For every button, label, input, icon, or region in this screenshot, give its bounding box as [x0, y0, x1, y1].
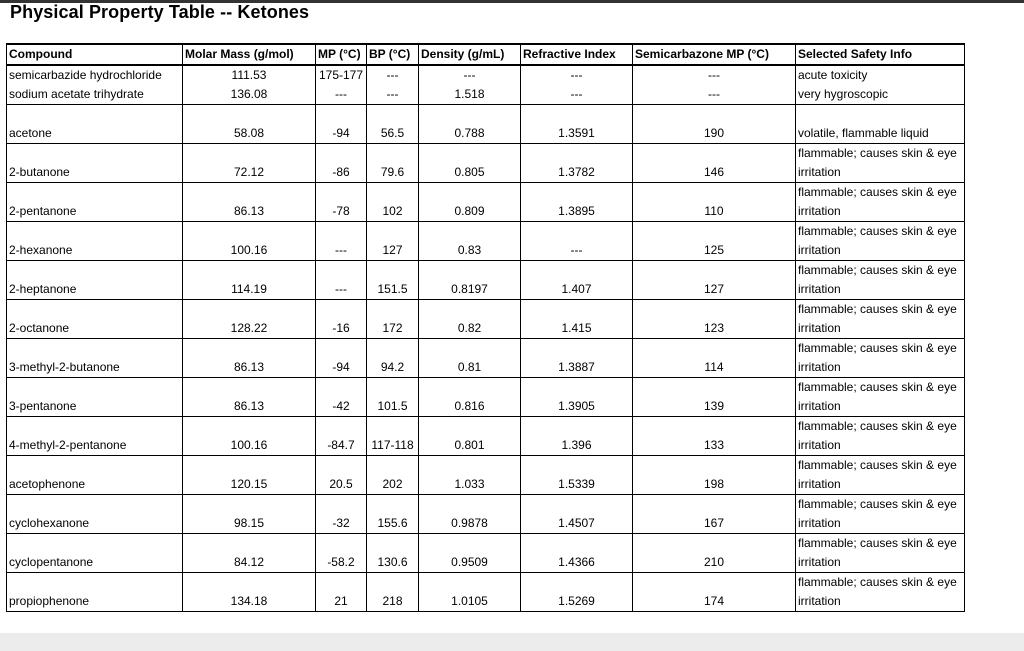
bp-cell: --- [367, 85, 419, 105]
compound-cell: 4-methyl-2-pentanone [7, 417, 183, 456]
compound-cell: acetone [7, 105, 183, 144]
refractive-index-cell: --- [521, 85, 633, 105]
table-row [7, 144, 965, 183]
compound-cell: acetophenone [7, 456, 183, 495]
safety-cell: flammable; causes skin & eye irritation [796, 378, 965, 417]
page-title: Physical Property Table -- Ketones [10, 2, 310, 22]
semicarbazone-mp-cell: 146 [633, 144, 796, 183]
safety-cell: flammable; causes skin & eye irritation [796, 417, 965, 456]
safety-cell: flammable; causes skin & eye irritation [796, 183, 965, 222]
semicarbazone-mp-cell: 123 [633, 300, 796, 339]
compound-cell: sodium acetate trihydrate [7, 85, 183, 105]
molar-mass-cell: 100.16 [183, 222, 316, 261]
refractive-index-cell: 1.5339 [521, 456, 633, 495]
mp-cell: -94 [316, 339, 367, 378]
refractive-index-cell: 1.3887 [521, 339, 633, 378]
molar-mass-cell: 120.15 [183, 456, 316, 495]
density-cell: 0.82 [419, 300, 521, 339]
safety-cell: very hygroscopic [796, 85, 965, 105]
mp-cell: -16 [316, 300, 367, 339]
column-header-mp: MP (°C) [316, 44, 367, 65]
semicarbazone-mp-cell: 127 [633, 261, 796, 300]
refractive-index-cell: 1.3591 [521, 105, 633, 144]
column-header-density: Density (g/mL) [419, 44, 521, 65]
table-row [7, 573, 965, 612]
density-cell: 0.788 [419, 105, 521, 144]
semicarbazone-mp-cell: 139 [633, 378, 796, 417]
molar-mass-cell: 86.13 [183, 183, 316, 222]
molar-mass-cell: 86.13 [183, 378, 316, 417]
safety-cell: flammable; causes skin & eye irritation [796, 456, 965, 495]
safety-cell: volatile, flammable liquid [796, 105, 965, 144]
mp-cell: -86 [316, 144, 367, 183]
refractive-index-cell: 1.396 [521, 417, 633, 456]
bp-cell: 94.2 [367, 339, 419, 378]
compound-cell: cyclopentanone [7, 534, 183, 573]
mp-cell: 21 [316, 573, 367, 612]
density-cell: 0.9878 [419, 495, 521, 534]
molar-mass-cell: 111.53 [183, 65, 316, 85]
mp-cell: -42 [316, 378, 367, 417]
density-cell: 1.033 [419, 456, 521, 495]
molar-mass-cell: 128.22 [183, 300, 316, 339]
table-row [7, 261, 965, 300]
density-cell: 1.518 [419, 85, 521, 105]
table-row [7, 456, 965, 495]
bottom-background-band [0, 633, 1024, 651]
compound-cell: 2-octanone [7, 300, 183, 339]
refractive-index-cell: 1.4366 [521, 534, 633, 573]
refractive-index-cell: 1.5269 [521, 573, 633, 612]
bp-cell: 127 [367, 222, 419, 261]
table-row [7, 183, 965, 222]
bp-cell: --- [367, 65, 419, 85]
density-cell: 0.9509 [419, 534, 521, 573]
density-cell: 0.81 [419, 339, 521, 378]
bp-cell: 102 [367, 183, 419, 222]
compound-cell: 2-heptanone [7, 261, 183, 300]
safety-cell: flammable; causes skin & eye irritation [796, 261, 965, 300]
refractive-index-cell: 1.415 [521, 300, 633, 339]
bp-cell: 202 [367, 456, 419, 495]
table-row [7, 85, 965, 105]
density-cell: 0.805 [419, 144, 521, 183]
mp-cell: -58.2 [316, 534, 367, 573]
safety-cell: flammable; causes skin & eye irritation [796, 144, 965, 183]
safety-cell: flammable; causes skin & eye irritation [796, 534, 965, 573]
refractive-index-cell: 1.3782 [521, 144, 633, 183]
table-row [7, 495, 965, 534]
bp-cell: 172 [367, 300, 419, 339]
mp-cell: 20.5 [316, 456, 367, 495]
semicarbazone-mp-cell: 110 [633, 183, 796, 222]
bp-cell: 130.6 [367, 534, 419, 573]
table-row [7, 339, 965, 378]
table-row [7, 534, 965, 573]
property-table [6, 43, 965, 612]
safety-cell: flammable; causes skin & eye irritation [796, 495, 965, 534]
molar-mass-cell: 114.19 [183, 261, 316, 300]
mp-cell: --- [316, 222, 367, 261]
compound-cell: 3-methyl-2-butanone [7, 339, 183, 378]
refractive-index-cell: 1.3895 [521, 183, 633, 222]
density-cell: 0.809 [419, 183, 521, 222]
mp-cell: -84.7 [316, 417, 367, 456]
compound-cell: 2-butanone [7, 144, 183, 183]
molar-mass-cell: 98.15 [183, 495, 316, 534]
table-row [7, 300, 965, 339]
column-header-molar-mass: Molar Mass (g/mol) [183, 44, 316, 65]
mp-cell: -94 [316, 105, 367, 144]
mp-cell: -32 [316, 495, 367, 534]
molar-mass-cell: 72.12 [183, 144, 316, 183]
bp-cell: 79.6 [367, 144, 419, 183]
compound-cell: 2-pentanone [7, 183, 183, 222]
molar-mass-cell: 100.16 [183, 417, 316, 456]
refractive-index-cell: 1.407 [521, 261, 633, 300]
mp-cell: -78 [316, 183, 367, 222]
density-cell: 0.816 [419, 378, 521, 417]
column-header-safety: Selected Safety Info [796, 44, 965, 65]
bp-cell: 151.5 [367, 261, 419, 300]
table-row [7, 65, 965, 85]
semicarbazone-mp-cell: 174 [633, 573, 796, 612]
column-header-compound: Compound [7, 44, 183, 65]
refractive-index-cell: 1.4507 [521, 495, 633, 534]
table-header-row [7, 44, 965, 65]
column-header-refractive-index: Refractive Index [521, 44, 633, 65]
density-cell: --- [419, 65, 521, 85]
molar-mass-cell: 136.08 [183, 85, 316, 105]
density-cell: 1.0105 [419, 573, 521, 612]
mp-cell: 175-177 [316, 65, 367, 85]
table-row [7, 417, 965, 456]
molar-mass-cell: 86.13 [183, 339, 316, 378]
mp-cell: --- [316, 261, 367, 300]
compound-cell: 2-hexanone [7, 222, 183, 261]
bp-cell: 155.6 [367, 495, 419, 534]
compound-cell: cyclohexanone [7, 495, 183, 534]
safety-cell: flammable; causes skin & eye irritation [796, 300, 965, 339]
safety-cell: flammable; causes skin & eye irritation [796, 573, 965, 612]
semicarbazone-mp-cell: 167 [633, 495, 796, 534]
semicarbazone-mp-cell: 114 [633, 339, 796, 378]
bp-cell: 101.5 [367, 378, 419, 417]
compound-cell: propiophenone [7, 573, 183, 612]
refractive-index-cell: --- [521, 65, 633, 85]
table-row [7, 105, 965, 144]
semicarbazone-mp-cell: --- [633, 65, 796, 85]
semicarbazone-mp-cell: 210 [633, 534, 796, 573]
density-cell: 0.801 [419, 417, 521, 456]
density-cell: 0.8197 [419, 261, 521, 300]
molar-mass-cell: 134.18 [183, 573, 316, 612]
bp-cell: 218 [367, 573, 419, 612]
compound-cell: semicarbazide hydrochloride [7, 65, 183, 85]
refractive-index-cell: --- [521, 222, 633, 261]
table-row [7, 378, 965, 417]
semicarbazone-mp-cell: 198 [633, 456, 796, 495]
column-header-bp: BP (°C) [367, 44, 419, 65]
bp-cell: 56.5 [367, 105, 419, 144]
mp-cell: --- [316, 85, 367, 105]
semicarbazone-mp-cell: 190 [633, 105, 796, 144]
density-cell: 0.83 [419, 222, 521, 261]
molar-mass-cell: 58.08 [183, 105, 316, 144]
table-row [7, 222, 965, 261]
semicarbazone-mp-cell: 125 [633, 222, 796, 261]
semicarbazone-mp-cell: 133 [633, 417, 796, 456]
safety-cell: acute toxicity [796, 65, 965, 85]
safety-cell: flammable; causes skin & eye irritation [796, 339, 965, 378]
molar-mass-cell: 84.12 [183, 534, 316, 573]
bp-cell: 117-118 [367, 417, 419, 456]
compound-cell: 3-pentanone [7, 378, 183, 417]
semicarbazone-mp-cell: --- [633, 85, 796, 105]
column-header-semicarbazone-mp: Semicarbazone MP (°C) [633, 44, 796, 65]
refractive-index-cell: 1.3905 [521, 378, 633, 417]
safety-cell: flammable; causes skin & eye irritation [796, 222, 965, 261]
